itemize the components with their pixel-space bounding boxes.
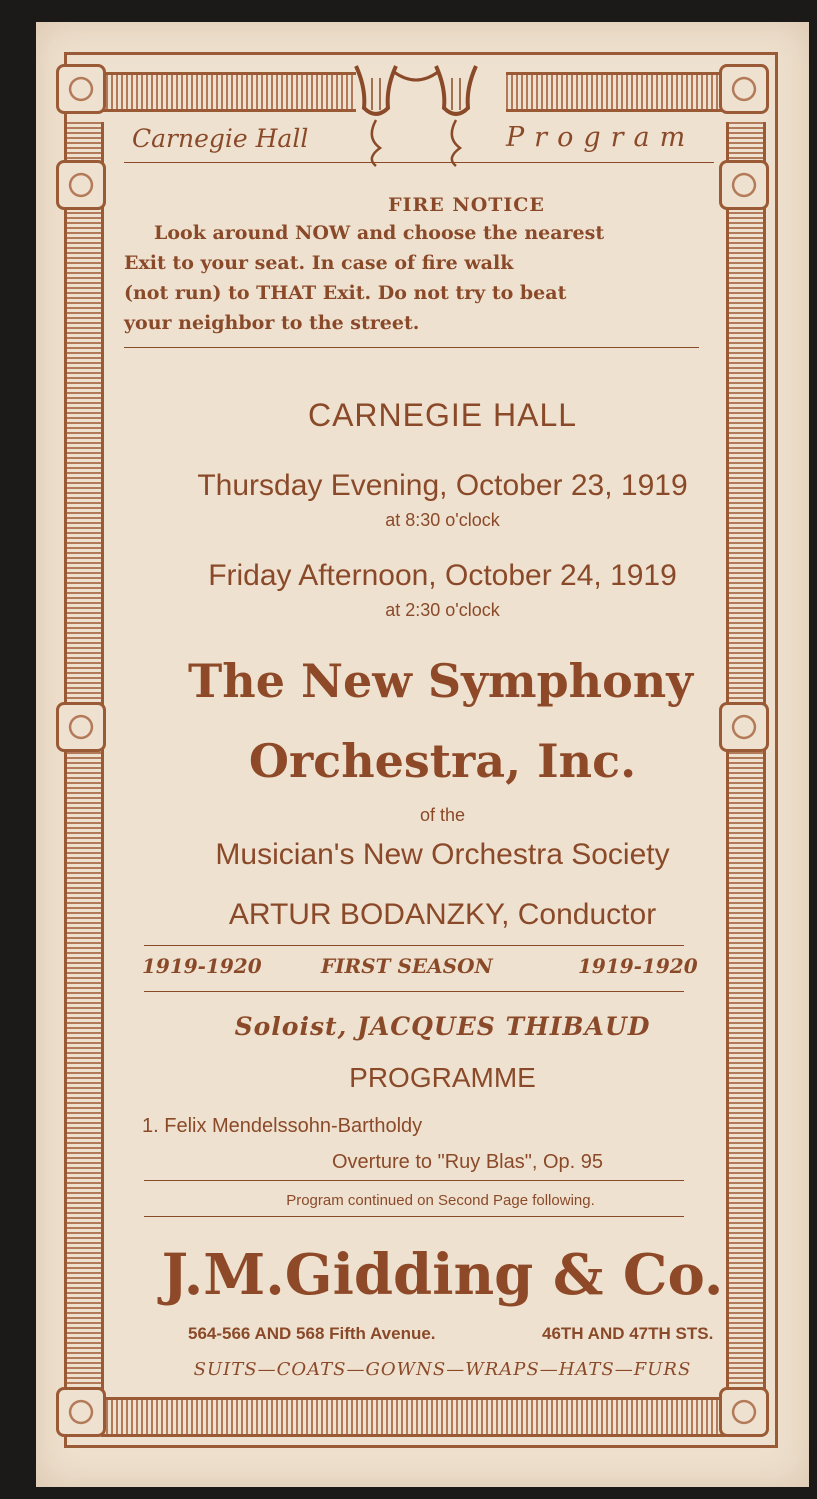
corner-knot-icon (56, 1387, 106, 1437)
fire-notice-body (124, 218, 706, 338)
season-rule-top (144, 945, 684, 946)
program-page (36, 22, 809, 1487)
of-the-label: of the (419, 805, 466, 825)
season-rule-bottom (144, 991, 684, 992)
advertiser-name: J.M.Gidding & Co. (161, 1242, 724, 1308)
orchestra-name-line-1: The New Symphony (188, 654, 693, 708)
programme-item-composer: 1. Felix Mendelssohn-Bartholdy (142, 1115, 423, 1137)
fire-notice-title: FIRE NOTICE (388, 194, 545, 216)
performance-time-2: at 2:30 o'clock (385, 600, 500, 620)
header-left-label: Carnegie Hall (132, 124, 309, 153)
advertiser-goods: SUITS—COATS—GOWNS—WRAPS—HATS—FURS (193, 1359, 692, 1380)
society-name: Musician's New Orchestra Society (215, 838, 670, 871)
program-continued-note: Program continued on Second Page following. (286, 1192, 595, 1209)
fire-notice-line: Look around NOW and choose the nearest (154, 222, 605, 244)
fire-notice-line: (not run) to THAT Exit. Do not try to beat (124, 282, 567, 304)
fire-notice-line: Exit to your seat. In case of fire walk (124, 252, 514, 274)
programme-rule-bottom (144, 1216, 684, 1217)
performance-date-1: Thursday Evening, October 23, 1919 (197, 469, 688, 502)
season-year-right: 1919-1920 (578, 954, 698, 978)
orchestra-name-line-2: Orchestra, Inc. (248, 734, 637, 788)
top-border-band-right (506, 72, 726, 112)
bottom-border-band (101, 1397, 726, 1437)
advertiser-streets: 46TH AND 47TH STS. (542, 1324, 714, 1343)
soloist-line: Soloist, JACQUES THIBAUD (234, 1012, 651, 1041)
programme-rule-top (144, 1180, 684, 1181)
venue-name: CARNEGIE HALL (307, 397, 578, 433)
performance-time-1: at 8:30 o'clock (385, 510, 500, 530)
conductor-line: ARTUR BODANZKY, Conductor (228, 898, 657, 931)
fire-notice-line: your neighbor to the street. (124, 312, 420, 334)
season-label: FIRST SEASON (321, 954, 493, 978)
programme-heading: PROGRAMME (349, 1062, 536, 1093)
header-rule (124, 162, 714, 163)
header-right-label: Program (506, 122, 696, 153)
performance-date-2: Friday Afternoon, October 24, 1919 (208, 559, 677, 592)
corner-knot-icon (719, 1387, 769, 1437)
corner-knot-icon (56, 64, 106, 114)
advertiser-address: 564-566 AND 568 Fifth Avenue. (188, 1324, 436, 1343)
fire-notice-rule (124, 347, 699, 348)
season-year-left: 1919-1920 (142, 954, 262, 978)
top-border-band-left (101, 72, 356, 112)
corner-knot-icon (719, 64, 769, 114)
lyre-ornament-icon (336, 58, 496, 168)
programme-item-work: Overture to "Ruy Blas", Op. 95 (332, 1151, 603, 1173)
